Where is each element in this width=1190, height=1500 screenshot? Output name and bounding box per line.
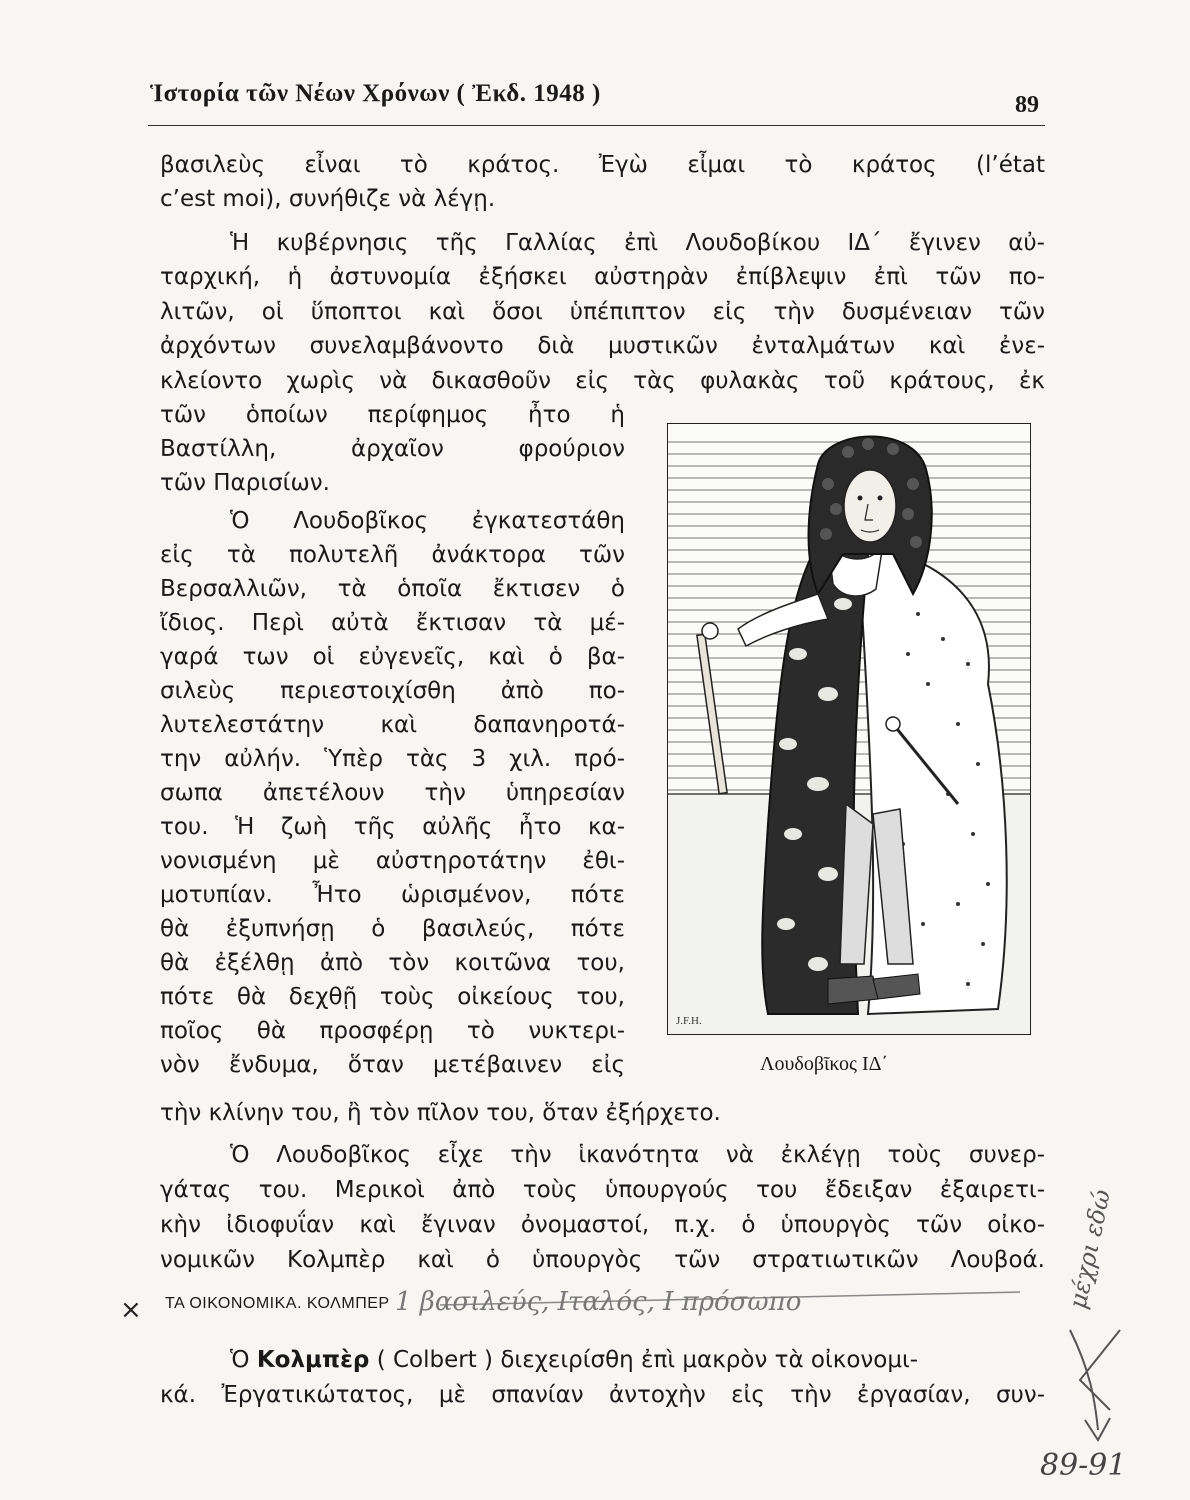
page-number: 89 xyxy=(1015,92,1039,118)
engraver-mark: J.F.H. xyxy=(676,1015,702,1027)
body-line: πότε θὰ δεχθῇ τοὺς οἰκείους του, xyxy=(160,984,625,1010)
handwritten-page-range: 89-91 xyxy=(1040,1448,1127,1483)
body-line: θὰ ἐξέλθῃ ἀπὸ τὸν κοιτῶνα του, xyxy=(160,950,625,976)
paragraph-rest: ( Colbert ) διεχειρίσθη ἐπὶ μακρὸν τὰ οἰκονομι- xyxy=(369,1347,919,1373)
body-line: γαρά των οἱ εὐγενεῖς, καὶ ὁ βα- xyxy=(160,644,625,670)
body-line: λιτῶν, οἱ ὕποπτοι καὶ ὅσοι ὑπέπιπτον εἰς τὴν δυσμένειαν τῶν xyxy=(160,299,1045,325)
body-line: γάτας του. Μερικοὶ ἀπὸ τοὺς ὑπουργούς του ἔδειξαν ἐξαιρετι- xyxy=(160,1177,1045,1203)
body-line: του. Ἡ ζωὴ τῆς αὐλῆς ἦτο κα- xyxy=(160,814,625,840)
body-line: εἰς τὰ πολυτελῆ ἀνάκτορα τῶν xyxy=(160,542,625,568)
body-line: κλείοντο χωρὶς νὰ δικασθοῦν εἰς τὰς φυλακὰς τοῦ κράτους, ἐκ xyxy=(160,368,1045,394)
body-line: νὸν ἔνδυμα, ὅταν μετέβαινεν εἰς xyxy=(160,1052,625,1078)
body-line: Βερσαλλιῶν, τὰ ὁποῖα ἔκτισεν ὁ xyxy=(160,576,625,602)
body-line: νομικῶν Κολμπὲρ καὶ ὁ ὑπουργὸς τῶν στρατιωτικῶν Λουβοά. xyxy=(160,1247,1045,1273)
body-line: ποῖος θὰ προσφέρῃ τὸ νυκτερι- xyxy=(160,1018,625,1044)
section-heading: ΤΑ ΟΙΚΟΝΟΜΙΚΑ. ΚΟΛΜΠΕΡ xyxy=(165,1295,390,1312)
body-line: c’est moi), συνήθιζε νὰ λέγῃ. xyxy=(160,186,496,212)
colbert-name: Κολμπὲρ xyxy=(256,1347,370,1373)
running-title: Ἱστορία τῶν Νέων Χρόνων ( Ἐκδ. 1948 ) xyxy=(150,80,601,107)
body-line: την αὐλήν. Ὑπὲρ τὰς 3 χιλ. πρό- xyxy=(160,746,625,772)
body-line: μοτυπίαν. Ἦτο ὡρισμένον, πότε xyxy=(160,882,625,908)
body-line: σιλεὺς περιεστοιχίσθη ἀπὸ πο- xyxy=(160,678,625,704)
body-line: λυτελεστάτην καὶ δαπανηροτά- xyxy=(160,712,625,738)
handwritten-cross-mark: × xyxy=(120,1295,142,1325)
body-line: τῶν Παρισίων. xyxy=(160,470,330,496)
body-line: ἴδιος. Περὶ αὐτὰ ἔκτισαν τὰ μέ- xyxy=(160,610,625,636)
handwritten-strikeout-words: 1 βασιλεύς, Ιταλός, Ι πρόσωπο xyxy=(395,1287,802,1317)
colbert-paragraph-line2: κά. Ἐργατικώτατος, μὲ σπανίαν ἀντοχὴν εἰς τὴν ἐργασίαν, συν- xyxy=(160,1382,1045,1408)
body-line: Βαστίλλη, ἀρχαῖον φρούριον xyxy=(160,436,625,462)
body-line: Ὁ Λουδοβῖκος εἶχε τὴν ἱκανότητα νὰ ἐκλέγῃ τοὺς συνερ- xyxy=(230,1142,1045,1168)
handwritten-margin-note: μέχρι εδώ xyxy=(1063,1186,1117,1312)
body-line: Ὁ Λουδοβῖκος ἐγκατεστάθη xyxy=(230,508,625,534)
figure-caption: Λουδοβῖκος ΙΔ΄ xyxy=(760,1053,889,1075)
body-line: σωπα ἀπετέλουν τὴν ὑπηρεσίαν xyxy=(160,780,625,806)
body-line: θὰ ἐξυπνήσῃ ὁ βασιλεύς, πότε xyxy=(160,916,625,942)
body-line: ταρχική, ἡ ἀστυνομία ἐξήσκει αὐστηρὰν ἐπίβλεψιν ἐπὶ τῶν πο- xyxy=(160,264,1045,290)
body-line: βασιλεὺς εἶναι τὸ κράτος. Ἐγὼ εἶμαι τὸ κράτος (l’état xyxy=(160,152,1045,178)
body-line: νονισμένη μὲ αὐστηροτάτην ἐθι- xyxy=(160,848,625,874)
body-line: Ἡ κυβέρνησις τῆς Γαλλίας ἐπὶ Λουδοβίκου ΙΔ΄ ἔγινεν αὐ- xyxy=(230,230,1045,256)
body-line: ἀρχόντων συνελαμβάνοντο διὰ μυστικῶν ἐνταλμάτων καὶ ἐνε- xyxy=(160,333,1045,359)
body-line: κὴν ἰδιοφυΐαν καὶ ἔγιναν ὀνομαστοί, π.χ. ὁ ὑπουργὸς τῶν οἰκο- xyxy=(160,1212,1045,1238)
paragraph-prefix: Ὁ xyxy=(230,1347,257,1373)
body-line: τὴν κλίνην του, ἢ τὸν πῖλον του, ὅταν ἐξήρχετο. xyxy=(160,1100,721,1126)
body-line: τῶν ὁποίων περίφημος ἦτο ἡ xyxy=(160,402,625,428)
